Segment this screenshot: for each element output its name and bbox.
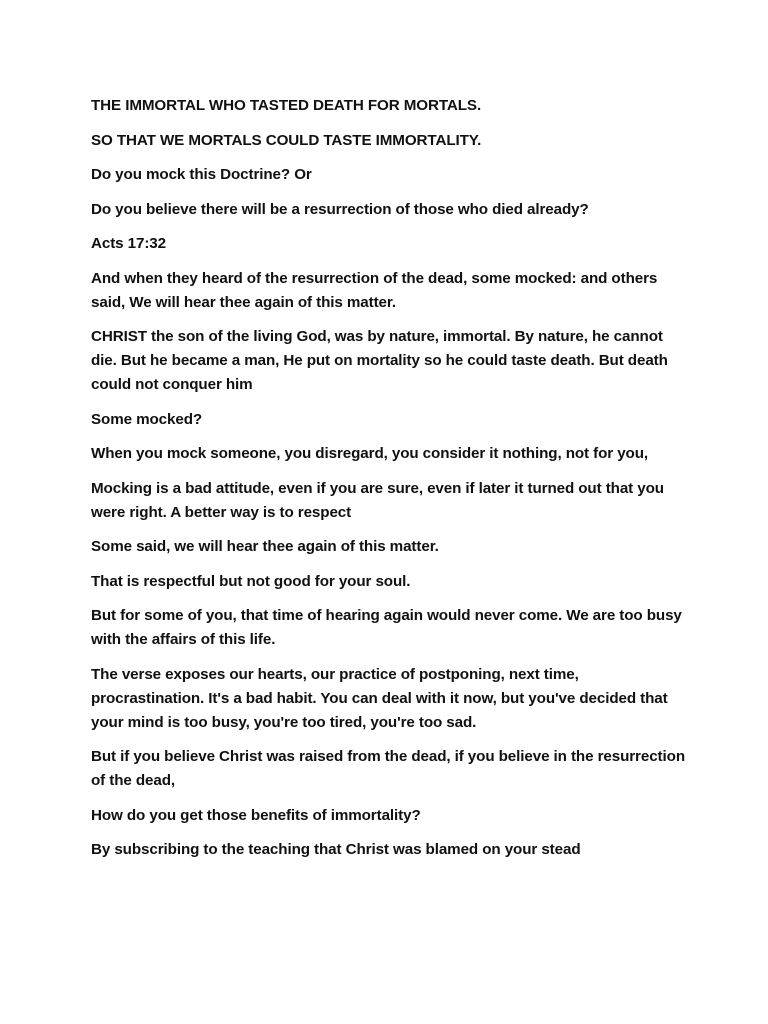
paragraph: How do you get those benefits of immortality?: [91, 806, 421, 824]
paragraph: Do you believe there will be a resurrection of those who died already?: [91, 200, 589, 218]
paragraph: By subscribing to the teaching that Christ was blamed on your stead: [91, 841, 581, 858]
paragraph: Mocking is a bad attitude, even if you are sure, even if later it turned out that you were right. A better way is to respect: [91, 479, 664, 521]
scripture-quote: And when they heard of the resurrection of the dead, some mocked: and others said, We will hear thee again of this matter.: [91, 269, 658, 311]
paragraph: When you mock someone, you disregard, you consider it nothing, not for you,: [91, 445, 649, 462]
paragraph: But for some of you, that time of hearing again would never come. We are too busy with the affairs of this life.: [91, 607, 682, 648]
paragraph: The verse exposes our hearts, our practice of postponing, next time, procrastination. It's a bad habit. You can deal with it now, but you've decided that your mind is too busy, you're too tired, you're too sad.: [91, 665, 668, 731]
paragraph: But if you believe Christ was raised from the dead, if you believe in the resurrection of the dead,: [91, 748, 685, 789]
scripture-reference: Acts 17:32: [91, 235, 166, 252]
document-body: [91, 94, 691, 873]
title-line-1: THE IMMORTAL WHO TASTED DEATH FOR MORTALS.: [91, 97, 482, 114]
paragraph: CHRIST the son of the living God, was by nature, immortal. By nature, he cannot die. But he became a man, He put on mortality so he could taste death. But death could not conquer him: [91, 328, 668, 393]
title-line-2: SO THAT WE MORTALS COULD TASTE IMMORTALITY.: [91, 131, 482, 149]
paragraph: Some said, we will hear thee again of this matter.: [91, 538, 439, 555]
paragraph: Do you mock this Doctrine? Or: [91, 166, 312, 183]
paragraph: Some mocked?: [91, 410, 203, 428]
paragraph: That is respectful but not good for your soul.: [91, 572, 411, 590]
